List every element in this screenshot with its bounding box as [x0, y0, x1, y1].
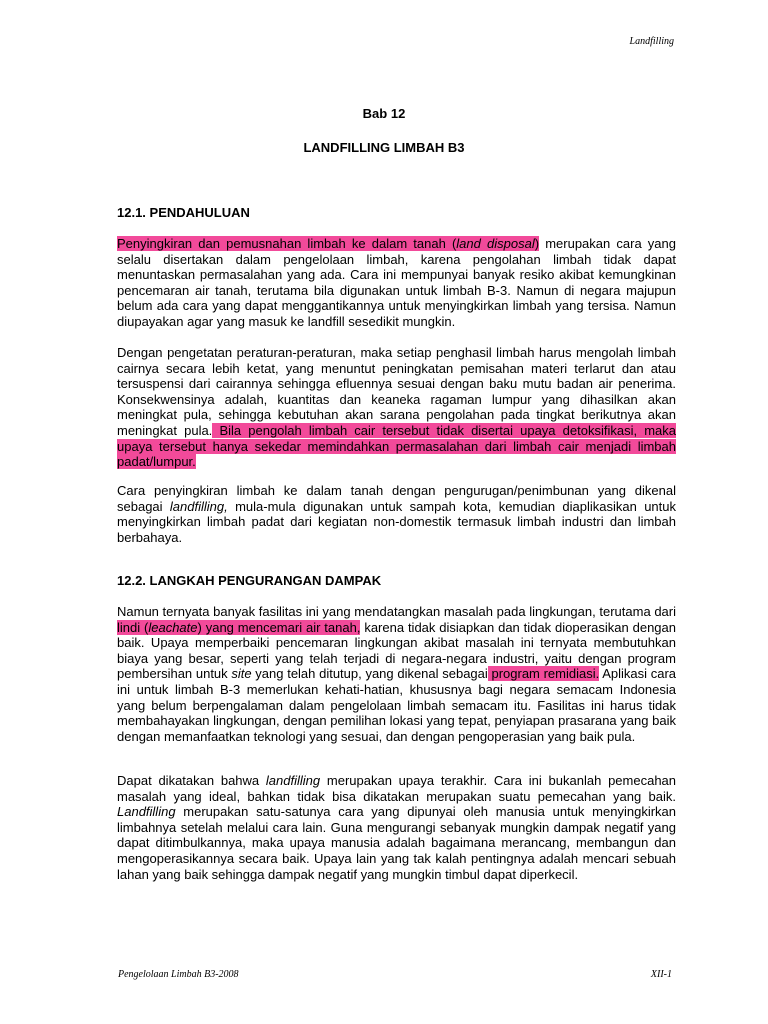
highlight-3: lindi (leachate) yang mencemari air tanah,	[117, 619, 361, 635]
chapter-title: LANDFILLING LIMBAH B3	[303, 140, 465, 155]
paragraph-3: Cara penyingkiran limbah ke dalam tanah dengan pengurugan/penimbunan yang dikenal sebagai landfilling, mula-mula digunakan untuk sampah kota, kemudian diaplikasikan untuk menyingkirkan limbah padat dari kegiatan non-domestik termasuk limbah industri dan limbah berbahaya.	[117, 483, 676, 545]
footer-title: Pengelolaan Limbah B3-2008	[118, 969, 239, 980]
highlight-1: Penyingkiran dan pemusnahan limbah ke dalam tanah (land disposal)	[117, 236, 540, 251]
paragraph-1: Penyingkiran dan pemusnahan limbah ke dalam tanah (land disposal) merupakan cara yang selalu disertakan dalam pengelolaan limbah, karena pengolahan limbah tidak dapat menuntaskan permasalahan yang ada. Cara ini mempunyai banyak resiko akibat kemungkinan pencemaran air tanah, terutama bila digunakan untuk limbah B-3. Namun di negara majupun belum ada cara yang dapat menggantikannya untuk menyingkirkan limbah yang tersisa. Namun diupayakan agar yang masuk ke landfill sesedikit mungkin.	[117, 236, 677, 329]
section-heading-1: 12.1. PENDAHULUAN	[117, 205, 250, 220]
page-number: XII-1	[650, 969, 672, 980]
highlight-4: program remidiasi.	[487, 666, 600, 682]
chapter-number: Bab 12	[362, 106, 406, 121]
paragraph-4: Namun ternyata banyak fasilitas ini yang mendatangkan masalah pada lingkungan, terutama dari lindi (leachate) yang mencemari air tanah, karena tidak disiapkan dan tidak dioperasikan dengan baik. Upaya memperbaiki pencemaran lingkungan akibat masalah ini ternyata membutuhkan biaya yang besar, seperti yang telah terjadi di negara-negara industri, yaitu dengan program pembersihan untuk site yang telah ditutup, yang dikenal sebagai program remidiasi. Aplikasi cara ini untuk limbah B-3 memerlukan kehati-hatian, khususnya bagi negara semacam Indonesia yang belum berpengalaman dalam pengelolaan limbah semacam itu. Fasilitas ini harus tidak membahayakan lingkungan, dengan pemilihan lokasi yang tepat, penyiapan prasarana yang baik dengan memanfaatkan teknologi yang sesuai, dan dengan pengoperasian yang baik pula.	[117, 604, 677, 744]
section-heading-2: 12.2. LANGKAH PENGURANGAN DAMPAK	[117, 573, 382, 588]
paragraph-2: Dengan pengetatan peraturan-peraturan, maka setiap penghasil limbah harus mengolah limbah cairnya secara lebih ketat, yang menuntut peningkatan pemisahan materi terlarut dan atau tersuspensi dari cairannya sehingga efluennya sesuai dengan baku mutu badan air penerima. Konsekwensinya adalah, kuantitas dan keaneka ragaman lumpur yang dihasilkan akan meningkat pula, sehingga kebutuhan akan sarana pengolahan pada tingkat berikutnya akan meningkat pula. Bila pengolah limbah cair tersebut tidak disertai upaya detoksifikasi, maka upaya tersebut hanya sekedar memindahkan permasalahan dari limbah cair menjadi limbah padat/lumpur.	[117, 345, 677, 470]
running-header: Landfilling	[629, 36, 674, 47]
highlight-2: Bila pengolah limbah cair tersebut tidak disertai upaya detoksifikasi, maka upaya tersebut hanya sekedar memindahkan permasalahan dari limbah cair menjadi limbah padat/lumpur.	[117, 422, 677, 470]
paragraph-5: Dapat dikatakan bahwa landfilling merupakan upaya terakhir. Cara ini bukanlah pemecahan masalah yang ideal, bahkan tidak bisa dikatakan merupakan suatu pemecahan yang baik. Landfilling merupakan satu-satunya cara yang dipunyai oleh manusia untuk menyingkirkan limbahnya setelah melalui cara lain. Guna mengurangi sebanyak mungkin dampak negatif yang dapat ditimbulkannya, maka upaya manusia adalah bagaimana merancang, membangun dan mengoperasikannya secara baik. Upaya lain yang tak kalah pentingnya adalah mencari sebuah lahan yang baik sehingga dampak negatif yang mungkin timbul dapat diperkecil.	[117, 773, 677, 882]
